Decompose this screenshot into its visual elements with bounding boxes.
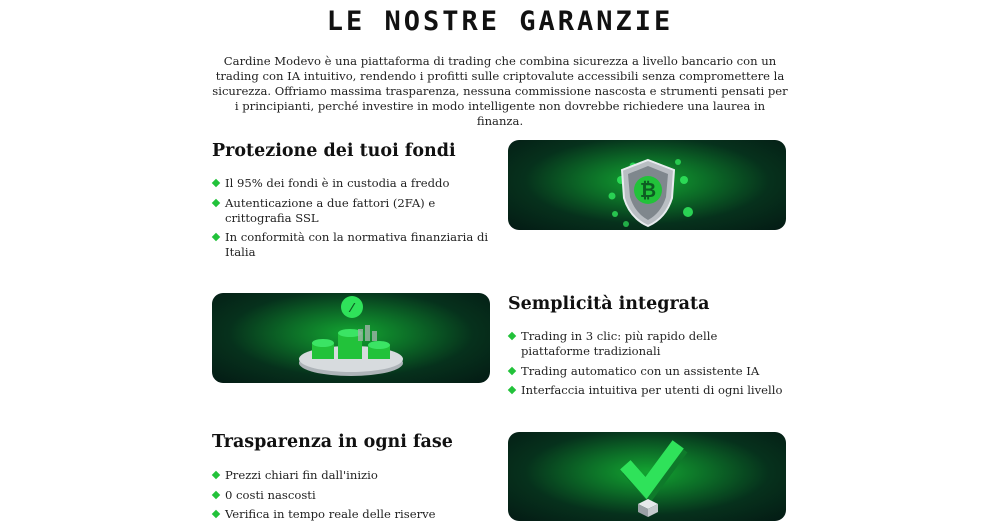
protection-image	[508, 140, 786, 230]
svg-text:₿: ₿	[639, 178, 657, 202]
diamond-bullet-icon	[212, 510, 220, 518]
intro-text: Cardine Modevo è una piattaforma di trading che combina sicurezza a livello bancario con un trading con IA intuitivo, rendendo i profitti sulle criptovalute accessibili senza compromettere la sicurezza. Offriamo massima trasparenza, nessuna commissione nascosta e strumenti pensati per i principianti, perché investire in modo intelligente non dovrebbe richiedere una laurea in finanza.	[212, 54, 788, 128]
section-title-simplicity: Semplicità integrata	[508, 294, 710, 314]
list-item: 0 costi nascosti	[212, 488, 492, 503]
diamond-bullet-icon	[508, 332, 516, 340]
list-item: Autenticazione a due fattori (2FA) e crittografia SSL	[212, 196, 492, 226]
diamond-bullet-icon	[212, 233, 220, 241]
shield-bitcoin-icon	[508, 140, 786, 230]
diamond-bullet-icon	[212, 179, 220, 187]
diamond-bullet-icon	[508, 366, 516, 374]
diamond-bullet-icon	[212, 198, 220, 206]
checkmark-icon	[508, 432, 786, 521]
bullet-list-transparency	[212, 468, 492, 525]
simplicity-image	[212, 293, 490, 383]
list-item: Trading in 3 clic: più rapido delle piattaforme tradizionali	[508, 329, 788, 359]
list-item: Verifica in tempo reale delle riserve	[212, 507, 492, 522]
diamond-bullet-icon	[212, 490, 220, 498]
diamond-bullet-icon	[508, 386, 516, 394]
list-item: Trading automatico con un assistente IA	[508, 364, 788, 379]
coin-stack-icon	[212, 293, 490, 383]
transparency-image	[508, 432, 786, 521]
bullet-list-protection	[212, 176, 492, 265]
list-item: Interfaccia intuitiva per utenti di ogni livello	[508, 383, 788, 398]
list-item: In conformità con la normativa finanziaria di Italia	[212, 230, 492, 260]
bullet-list-simplicity	[508, 329, 788, 403]
page-title: LE NOSTRE GARANZIE	[326, 6, 674, 37]
list-item: Prezzi chiari fin dall'inizio	[212, 468, 492, 483]
list-item: Il 95% dei fondi è in custodia a freddo	[212, 176, 492, 191]
diamond-bullet-icon	[212, 471, 220, 479]
section-title-transparency: Trasparenza in ogni fase	[212, 432, 453, 452]
section-title-protection: Protezione dei tuoi fondi	[212, 141, 456, 161]
svg-text:⁄: ⁄	[350, 301, 354, 315]
